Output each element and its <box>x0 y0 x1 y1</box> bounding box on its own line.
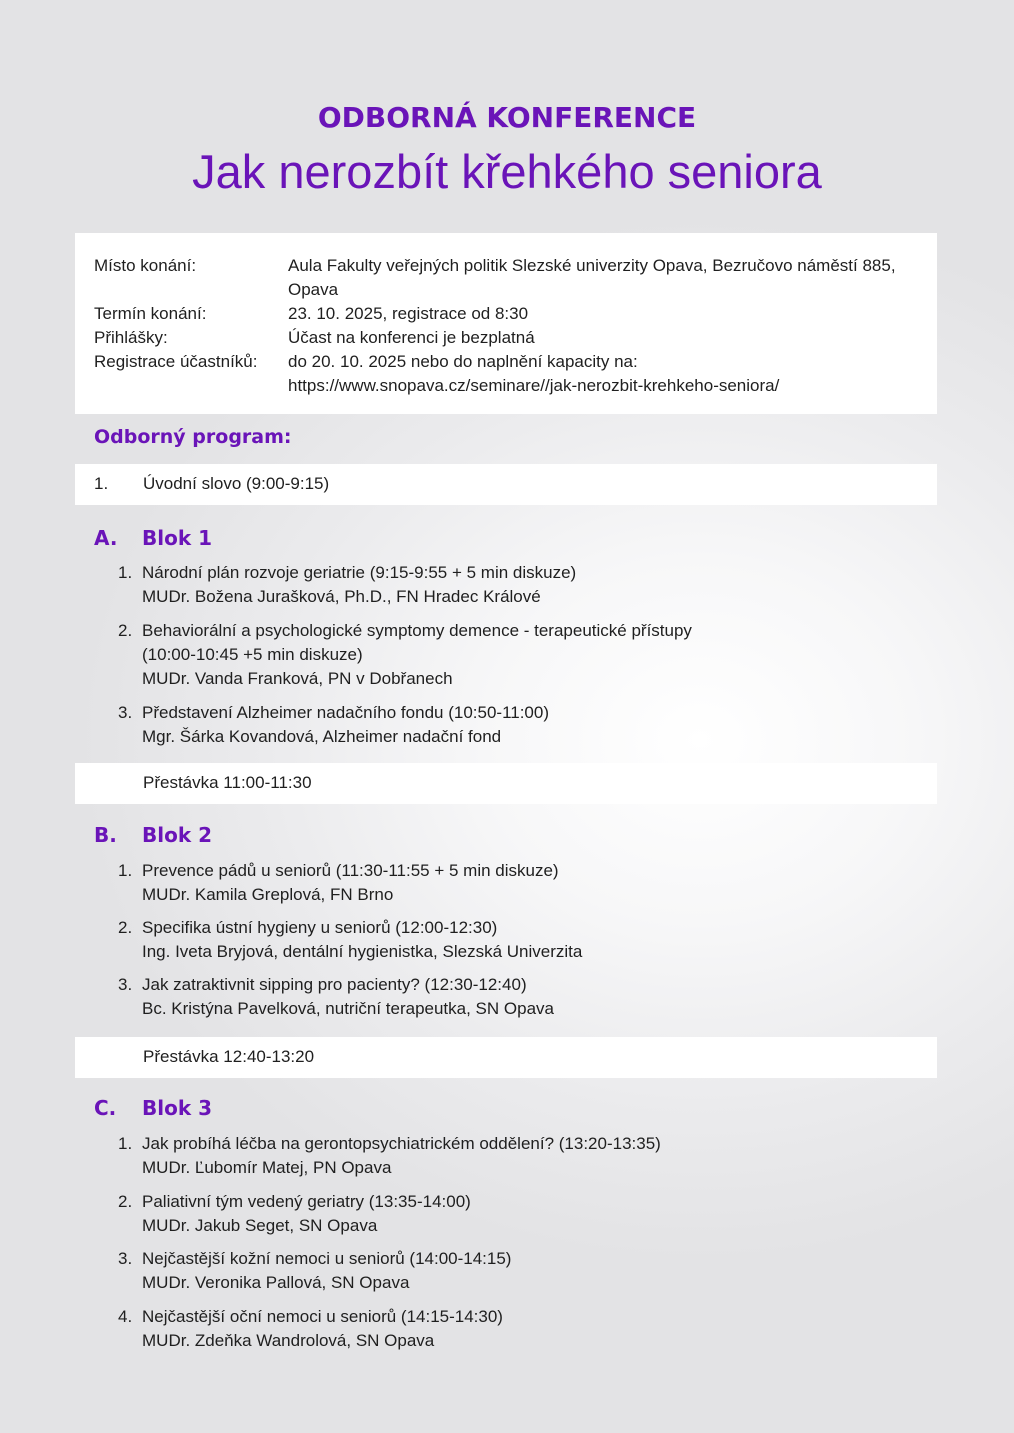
intro-band <box>75 464 937 505</box>
talk-number: 3. <box>118 703 133 722</box>
talk-title: Představení Alzheimer nadačního fondu (10:50-11:00) <box>142 703 550 722</box>
talk-speaker: MUDr. Zdeňka Wandrolová, SN Opava <box>142 1331 435 1350</box>
intro-number: 1. <box>94 474 109 493</box>
intro-text: Úvodní slovo (9:00-9:15) <box>143 474 330 493</box>
talk-number: 1. <box>118 861 133 880</box>
block-letter: A. <box>94 526 118 550</box>
signup-label: Přihlášky: <box>94 328 168 347</box>
block-name: Blok 2 <box>142 823 213 847</box>
block-letter: C. <box>94 1096 117 1120</box>
talk-number: 4. <box>118 1307 133 1326</box>
talk-title: Nejčastější kožní nemoci u seniorů (14:00-14:15) <box>142 1249 512 1268</box>
talk-speaker: MUDr. Ľubomír Matej, PN Opava <box>142 1158 392 1177</box>
conference-kicker: ODBORNÁ KONFERENCE <box>317 101 697 134</box>
registration-label: Registrace účastníků: <box>94 352 258 371</box>
break-band <box>75 1037 937 1078</box>
talk-title: Prevence pádů u seniorů (11:30-11:55 + 5 min diskuze) <box>142 861 559 880</box>
block-name: Blok 1 <box>142 526 213 550</box>
registration-url[interactable]: https://www.snopava.cz/seminare//jak-nerozbit-krehkeho-seniora/ <box>288 376 780 395</box>
talk-speaker: MUDr. Kamila Greplová, FN Brno <box>142 885 394 904</box>
talk-speaker: Mgr. Šárka Kovandová, Alzheimer nadační fond <box>142 727 502 746</box>
place-label: Místo konání: <box>94 256 197 275</box>
talk-speaker: MUDr. Veronika Pallová, SN Opava <box>142 1273 410 1292</box>
talk-number: 3. <box>118 975 133 994</box>
talk-number: 3. <box>118 1249 133 1268</box>
page-title: Jak nerozbít křehkého seniora <box>192 145 822 198</box>
block-letter: B. <box>94 823 117 847</box>
talk-number: 1. <box>118 1134 133 1153</box>
talk-number: 1. <box>118 563 133 582</box>
talk-title: Národní plán rozvoje geriatrie (9:15-9:55 + 5 min diskuze) <box>142 563 577 582</box>
talk-number: 2. <box>118 918 133 937</box>
talk-title: Nejčastější oční nemoci u seniorů (14:15-14:30) <box>142 1307 503 1326</box>
talk-number: 2. <box>118 1192 133 1211</box>
break-text: Přestávka 12:40-13:20 <box>143 1047 315 1066</box>
talk-speaker: MUDr. Vanda Franková, PN v Dobřanech <box>142 669 453 688</box>
talk-speaker: MUDr. Jakub Seget, SN Opava <box>142 1216 378 1235</box>
talk-speaker: Bc. Kristýna Pavelková, nutriční terapeutka, SN Opava <box>142 999 554 1018</box>
place-value: Aula Fakulty veřejných politik Slezské univerzity Opava, Bezručovo náměstí 885, Opava <box>288 256 896 299</box>
talk-title: Behaviorální a psychologické symptomy demence - terapeutické přístupy <box>142 621 692 640</box>
date-value: 23. 10. 2025, registrace od 8:30 <box>288 304 529 323</box>
page-header <box>0 98 1014 202</box>
talk-title: Paliativní tým vedený geriatry (13:35-14:00) <box>142 1192 471 1211</box>
talk-number: 2. <box>118 621 133 640</box>
talk-title: Jak probíhá léčba na gerontopsychiatrickém oddělení? (13:20-13:35) <box>142 1134 661 1153</box>
date-label: Termín konání: <box>94 304 207 323</box>
talk-time: (10:00-10:45 +5 min diskuze) <box>142 645 363 664</box>
talk-title: Jak zatraktivnit sipping pro pacienty? (12:30-12:40) <box>142 975 527 994</box>
break-text: Přestávka 11:00-11:30 <box>143 773 312 792</box>
program-heading: Odborný program: <box>94 426 292 448</box>
registration-value: do 20. 10. 2025 nebo do naplnění kapacity na: <box>288 352 638 371</box>
talk-speaker: MUDr. Božena Jurašková, Ph.D., FN Hradec Králové <box>142 587 541 606</box>
break-band <box>75 763 937 804</box>
signup-value: Účast na konferenci je bezplatná <box>288 328 535 347</box>
block-name: Blok 3 <box>142 1096 213 1120</box>
talk-title: Specifika ústní hygieny u seniorů (12:00-12:30) <box>142 918 498 937</box>
talk-speaker: Ing. Iveta Bryjová, dentální hygienistka, Slezská Univerzita <box>142 942 583 961</box>
event-info-box <box>75 233 937 414</box>
